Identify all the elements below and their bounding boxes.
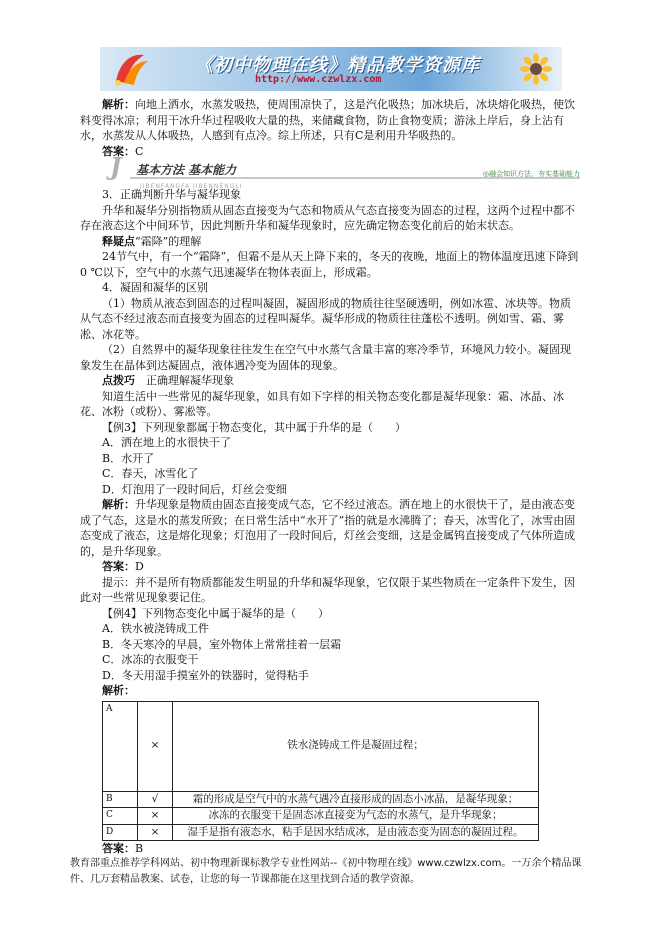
answer-label: 答案： bbox=[102, 842, 135, 855]
table-row bbox=[103, 791, 539, 808]
hint-text: 并不是所有物质都能发生明显的升华和凝华现象，它仅限于某些物质在一定条件下发生，因此对一些常见现象要记住。 bbox=[80, 575, 575, 604]
example-3-answer bbox=[80, 559, 580, 575]
section-title: 基本方法 基本能力 bbox=[136, 163, 237, 177]
answer-value: B bbox=[135, 842, 144, 855]
example-4-option-b: B．冬天寒冷的早晨，室外物体上常常挂着一层霜 bbox=[102, 637, 342, 651]
header-banner bbox=[100, 47, 562, 91]
answer-label: 答案： bbox=[102, 560, 135, 573]
example-3-option-d: D．灯泡用了一段时间后，灯丝会变细 bbox=[102, 482, 287, 496]
answer-line-1 bbox=[80, 144, 580, 160]
section-header bbox=[80, 152, 580, 190]
analysis-table bbox=[102, 701, 539, 842]
answer-value: C bbox=[135, 144, 144, 158]
doubt-heading bbox=[80, 234, 580, 250]
option-explanation: 霜的形成是空气中的水蒸气遇冷直接形成的固态小冰晶，是凝华现象； bbox=[173, 791, 539, 808]
hint-label: 提示： bbox=[102, 575, 135, 589]
analysis-text: 向地上洒水，水蒸发吸热，使周围凉快了，这是汽化吸热；加冰块后，冰块熔化吸热，使饮料变得冰凉；利用干冰升华过程吸收大量的热，来储藏食物，防止食物变质；游泳上岸后，身上沾有水，水蒸发从人体吸热，人感到有点冷。综上所述，只有C是利用升华吸热的。 bbox=[80, 98, 575, 142]
option-letter: C bbox=[103, 808, 138, 825]
doubt-label: 释疑点 bbox=[102, 234, 135, 248]
point-3-heading: 3．正确判断升华与凝华现象 bbox=[102, 188, 241, 201]
point-4-item-2: （2）自然界中的凝华现象往往发生在空气中水蒸气含量丰富的寒冷季节，环境风力较小。凝固现象发生在晶体到达凝固点，液体遇冷变为固体的现象。 bbox=[80, 343, 571, 372]
sunflower-icon bbox=[520, 53, 552, 85]
doubt-text: 24节气中，有一个“霜降”，但霜不是从天上降下来的，冬天的夜晚，地面上的物体温度迅速下降到0 ℃以下，空气中的水蒸气迅速凝华在物体表面上，形成霜。 bbox=[80, 250, 579, 279]
point-3-text: 升华和凝华分别指物质从固态直接变为气态和物质从气态直接变为固态的过程，这两个过程中都不存在液态这个中间环节，因此判断升华和凝华现象时，应先确定物态变化前后的始末状态。 bbox=[80, 203, 575, 232]
table-row bbox=[103, 808, 539, 825]
analysis-label: 解析： bbox=[102, 98, 135, 111]
tip-label: 点拨巧 bbox=[102, 374, 135, 387]
judgement-mark: × bbox=[138, 701, 173, 791]
site-url[interactable]: http://www.czwlzx.com bbox=[255, 74, 382, 85]
example-4-stem: 【例4】下列物态变化中属于凝华的是（ ） bbox=[102, 606, 329, 620]
option-letter: B bbox=[103, 791, 138, 808]
example-3-option-c: C．春天，冰雪化了 bbox=[102, 467, 199, 480]
example-3-stem: 【例3】下列现象都属于物态变化，其中属于升华的是（ ） bbox=[102, 420, 406, 434]
table-row bbox=[103, 824, 539, 841]
example-3-hint bbox=[80, 575, 580, 606]
table-row bbox=[103, 701, 539, 791]
answer-label: 答案： bbox=[102, 144, 135, 158]
analysis-label: 解析： bbox=[102, 498, 135, 511]
example-4-option-c: C．冰冻的衣服变干 bbox=[102, 653, 199, 666]
example-3-option-a: A．洒在地上的水很快干了 bbox=[102, 436, 231, 449]
tip-title: 正确理解凝华现象 bbox=[146, 374, 234, 387]
example-4-answer bbox=[80, 841, 580, 857]
site-title: 《初中物理在线》精品教学资源库 bbox=[195, 55, 480, 76]
judgement-mark: √ bbox=[138, 791, 173, 808]
option-letter: A bbox=[103, 701, 138, 791]
section-letter: J bbox=[110, 152, 122, 181]
section-tag: ◎融会知识方法，夯实基础能力 bbox=[482, 170, 580, 178]
option-explanation: 冰冻的衣服变干是固态冰直接变为气态的水蒸气，是升华现象； bbox=[173, 808, 539, 825]
section-subtitle: JIBENFANGFA JIBENNENGLI bbox=[140, 183, 243, 190]
example-4-analysis-label: 解析： bbox=[102, 684, 135, 697]
example-3-analysis bbox=[80, 497, 580, 559]
analysis-paragraph-1 bbox=[80, 97, 580, 144]
main-content bbox=[80, 97, 580, 857]
point-4-heading: 4．凝固和凝华的区别 bbox=[102, 281, 208, 294]
option-explanation: 湿手是指有液态水，粘手是因水结成冰，是由液态变为固态的凝固过程。 bbox=[173, 824, 539, 841]
example-4-option-d: D．冬天用湿手摸室外的铁器时，觉得粘手 bbox=[102, 668, 309, 682]
answer-value: D bbox=[135, 560, 144, 573]
analysis-text: 升华现象是物质由固态直接变成气态，它不经过液态。洒在地上的水很快干了，是由液态变成了气态，这是水的蒸发所致；在日常生活中“水开了”指的就是水沸腾了；春天，冰雪化了，冰雪由固态变成了液态，这是熔化现象；灯泡用了一段时间后，灯丝会变细，这是金属钨直接变成了气体所造成的，是升华现象。 bbox=[80, 498, 576, 558]
judgement-mark: × bbox=[138, 824, 173, 841]
point-4-item-1: （1）物质从液态到固态的过程叫凝固，凝固形成的物质往往坚硬透明，例如冰雹、冰块等。物质从气态不经过液态而直接变为固态的过程叫凝华。凝华形成的物质往往蓬松不透明。例如雪、霜、雾凇、冰花等。 bbox=[80, 296, 571, 341]
logo-icon bbox=[110, 51, 150, 87]
example-4-option-a: A．铁水被浇铸成工件 bbox=[102, 622, 209, 635]
page-footer: 教育部重点推荐学科网站、初中物理新课标教学专业性网站--《初中物理在线》www.czwlzx.com。一万余个精品课件、几万套精品教案、试卷，让您的每一节课都能在这里找到合适的教学资源。 bbox=[70, 858, 582, 885]
option-letter: D bbox=[103, 824, 138, 841]
doubt-title: “霜降”的理解 bbox=[135, 234, 202, 248]
judgement-mark: × bbox=[138, 808, 173, 825]
tip-text: 知道生活中一些常见的凝华现象，如具有如下字样的相关物态变化都是凝华现象：霜、冰晶、冰花、冰粉（或粉）、雾凇等。 bbox=[80, 389, 564, 418]
example-3-option-b: B．水开了 bbox=[102, 451, 155, 465]
option-explanation: 铁水浇铸成工件是凝固过程； bbox=[173, 701, 539, 791]
tip-heading bbox=[80, 373, 580, 389]
